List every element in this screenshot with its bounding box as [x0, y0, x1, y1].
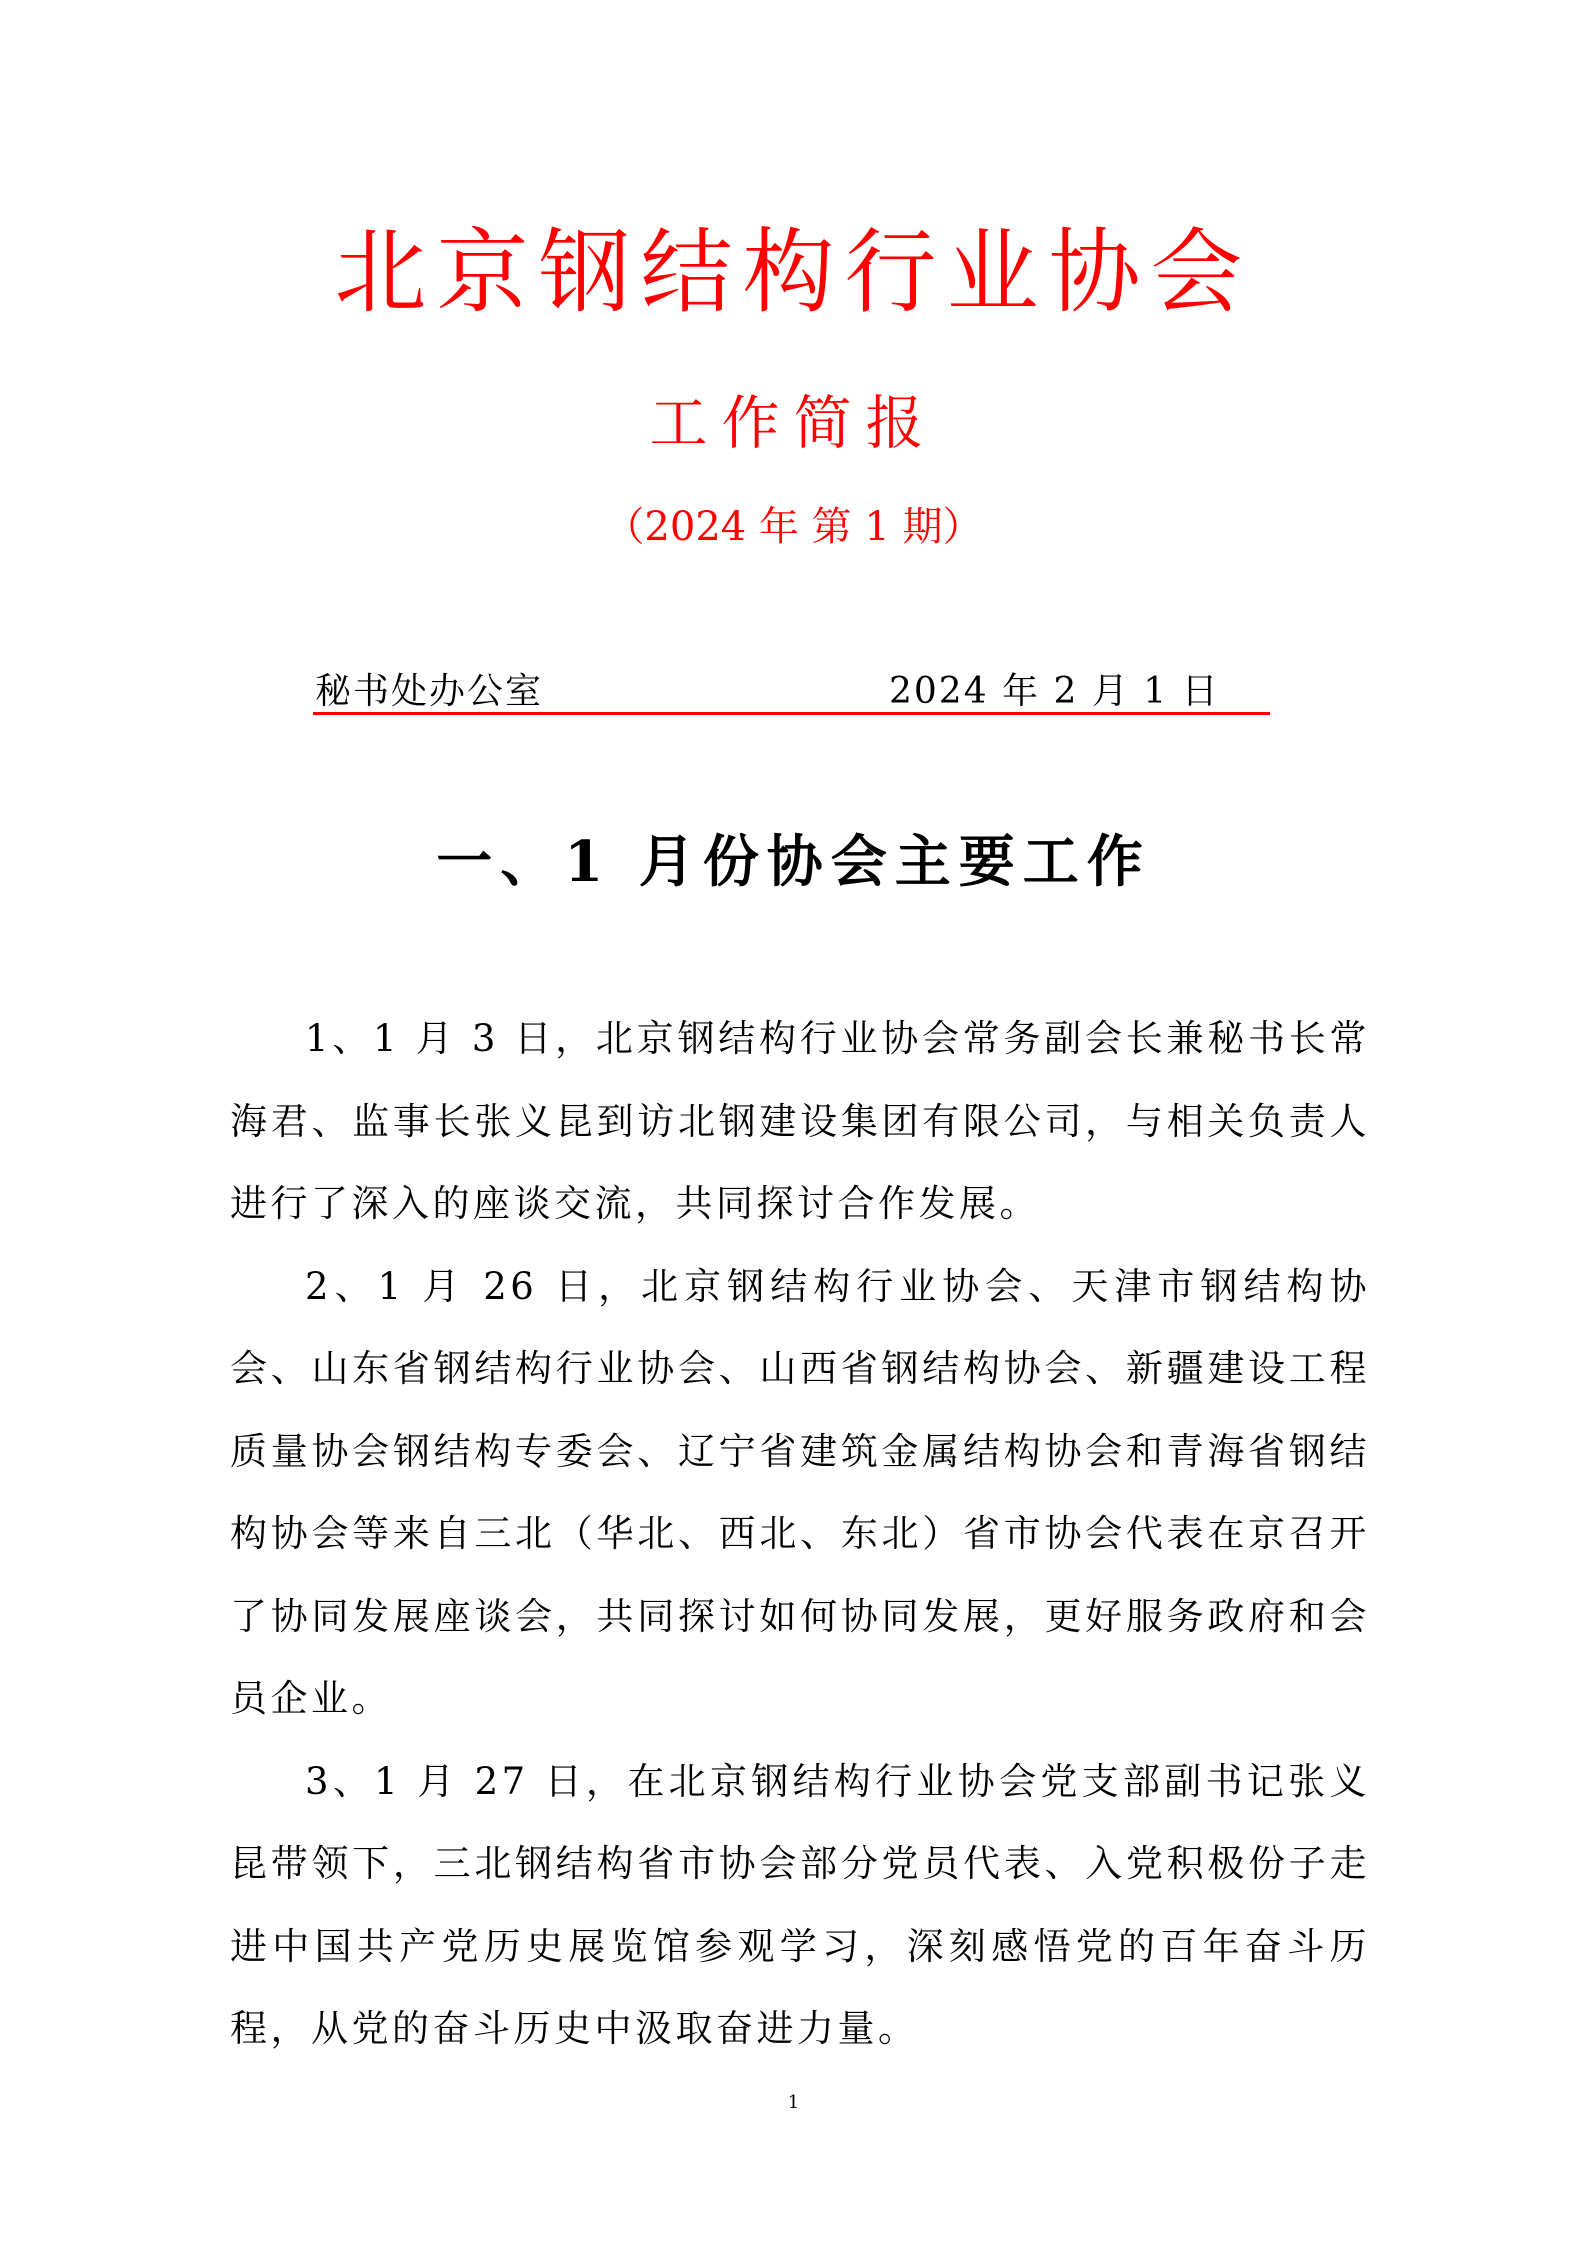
- masthead-title: 北京钢结构行业协会: [334, 219, 1253, 326]
- issuer-label: 秘书处办公室: [315, 671, 544, 712]
- work-item-paragraph: 3、1 月 27 日，在北京钢结构行业协会党支部副书记张义昆带领下，三北钢结构省市协会部分党员代表、入党积极份子走进中国共产党历史展览馆参观学习，深刻感悟党的百年奋斗历程，从党的奋斗历史中汲取奋进力量。: [230, 1759, 1370, 2050]
- issue-number: （2024 年 第 1 期）: [604, 504, 983, 550]
- red-divider-rule: [313, 712, 1270, 715]
- section-body: [230, 998, 1370, 2071]
- section-heading: 一、1 月份协会主要工作: [436, 829, 1151, 895]
- issue-date: 2024 年 2 月 1 日: [889, 671, 1220, 712]
- masthead-subtitle: 工作简报: [649, 389, 938, 457]
- work-item-paragraph: 1、1 月 3 日，北京钢结构行业协会常务副会长兼秘书长常海君、监事长张义昆到访北钢建设集团有限公司，与相关负责人进行了深入的座谈交流，共同探讨合作发展。: [230, 1017, 1370, 1225]
- page-number: 1: [787, 2092, 800, 2113]
- issue-line: [313, 668, 1313, 716]
- work-item-paragraph: 2、1 月 26 日，北京钢结构行业协会、天津市钢结构协会、山东省钢结构行业协会、山西省钢结构协会、新疆建设工程质量协会钢结构专委会、辽宁省建筑金属结构协会和青海省钢结构协会等来自三北（华北、西北、东北）省市协会代表在京召开了协同发展座谈会，共同探讨如何协同发展，更好服务政府和会员企业。: [230, 1264, 1370, 1720]
